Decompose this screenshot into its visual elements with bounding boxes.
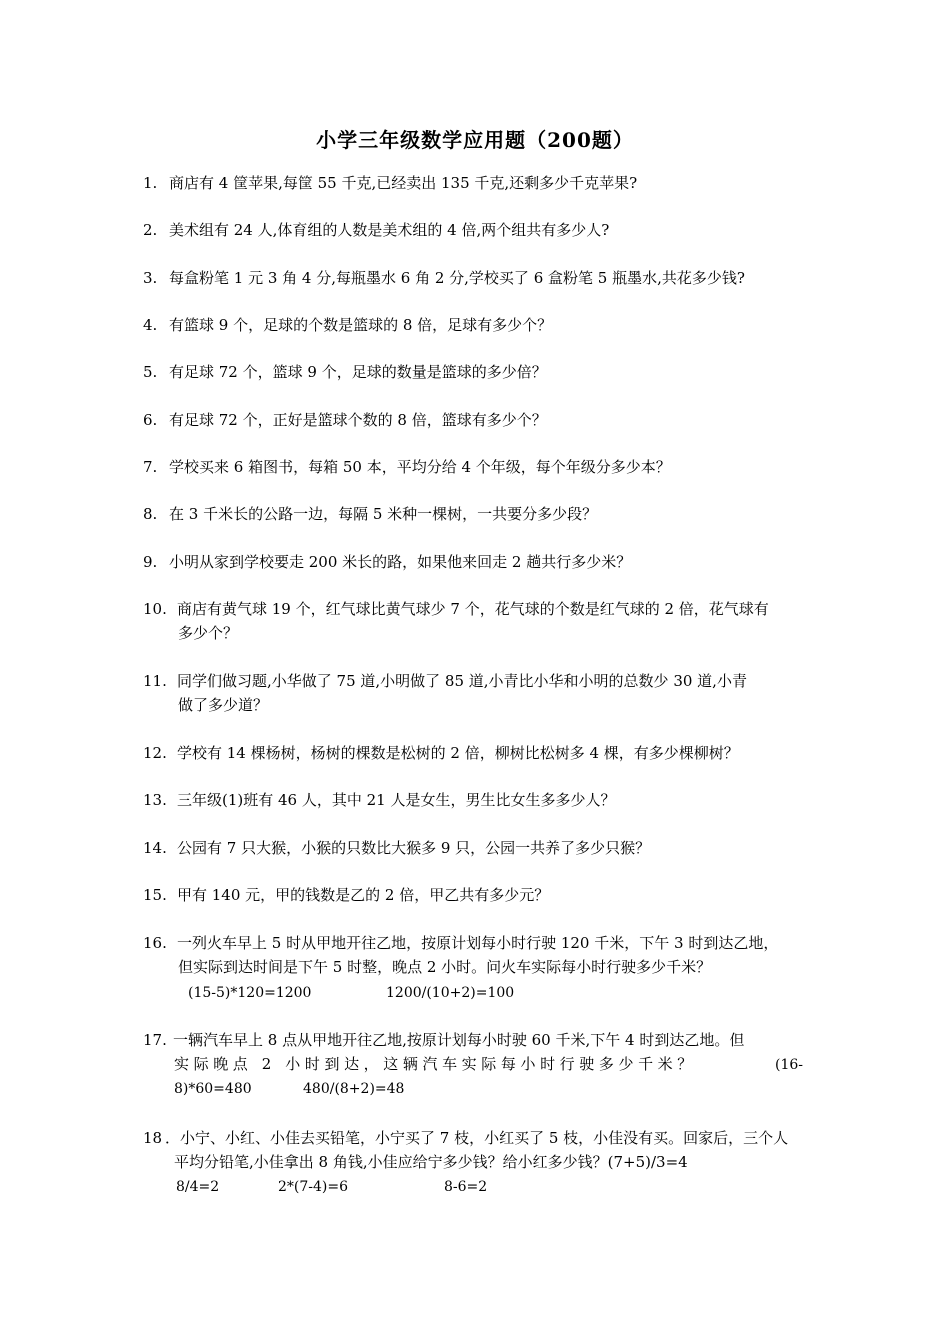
question-18-calc-3: 8-6=2 — [444, 1179, 488, 1195]
question-3: 3. 每盒粉笔 1 元 3 角 4 分,每瓶墨水 6 角 2 分,学校买了 6 盒粉笔 5 瓶墨水,共花多少钱? — [143, 269, 745, 287]
question-5: 5. 有足球 72 个，篮球 9 个，足球的数量是篮球的多少倍？ — [143, 363, 547, 381]
question-11-continuation: 做了多少道？ — [178, 696, 269, 714]
question-9: 9. 小明从家到学校要走 200 米长的路，如果他来回走 2 趟共行多少米？ — [143, 553, 632, 571]
question-18-calc-1: 8/4=2 — [176, 1179, 220, 1195]
question-2: 2. 美术组有 24 人,体育组的人数是美术组的 4 倍,两个组共有多少人? — [143, 221, 610, 239]
question-17-calc-2: 480/(8+2)=48 — [303, 1081, 405, 1097]
question-17-calc-1: 8)*60=480 — [174, 1081, 252, 1097]
question-11: 11. 同学们做习题,小华做了 75 道,小明做了 85 道,小青比小华和小明的总数少 30 道,小青 — [143, 672, 747, 690]
question-12: 12. 学校有 14 棵杨树，杨树的棵数是松树的 2 倍，柳树比松树多 4 棵，有多少棵柳树？ — [143, 744, 739, 762]
question-15: 15. 甲有 140 元，甲的钱数是乙的 2 倍，甲乙共有多少元？ — [143, 886, 550, 904]
question-17-continuation: 实际晚点 2 小时到达，这辆汽车实际每小时行驶多少千米？ — [174, 1055, 697, 1073]
question-10-continuation: 多少个？ — [178, 624, 239, 642]
question-8: 8. 在 3 千米长的公路一边，每隔 5 米种一棵树，一共要分多少段？ — [143, 505, 598, 523]
question-18-continuation: 平均分铅笔,小佳拿出 8 角钱,小佳应给宁多少钱？给小红多少钱？(7+5)/3=4 — [174, 1153, 688, 1171]
question-1: 1. 商店有 4 筐苹果,每筐 55 千克,已经卖出 135 千克,还剩多少千克苹果? — [143, 174, 638, 192]
question-4: 4. 有篮球 9 个，足球的个数是篮球的 8 倍，足球有多少个？ — [143, 316, 553, 334]
question-16-calc-2: 1200/(10+2)=100 — [386, 985, 515, 1001]
question-17: 17. 一辆汽车早上 8 点从甲地开往乙地,按原计划每小时驶 60 千米,下午 4 时到达乙地。但 — [143, 1031, 745, 1049]
question-16-calc-1: (15-5)*120=1200 — [188, 985, 312, 1001]
question-16-continuation: 但实际到达时间是下午 5 时整，晚点 2 小时。问火车实际每小时行驶多少千米？ — [178, 958, 712, 976]
question-13: 13. 三年级(1)班有 46 人，其中 21 人是女生，男生比女生多多少人？ — [143, 791, 616, 809]
question-14: 14. 公园有 7 只大猴，小猴的只数比大猴多 9 只，公园一共养了多少只猴？ — [143, 839, 651, 857]
question-6: 6. 有足球 72 个，正好是篮球个数的 8 倍，篮球有多少个？ — [143, 411, 547, 429]
question-7: 7. 学校买来 6 箱图书，每箱 50 本，平均分给 4 个年级，每个年级分多少本？ — [143, 458, 671, 476]
question-10: 10. 商店有黄气球 19 个，红气球比黄气球少 7 个，花气球的个数是红气球的 2 倍，花气球有 — [143, 600, 769, 618]
question-17-calc-start: (16- — [775, 1057, 804, 1073]
question-18-calc-2: 2*(7-4)=6 — [278, 1179, 349, 1195]
question-18: 18 ．小宁、小红、小佳去买铅笔，小宁买了 7 枝，小红买了 5 枝，小佳没有买。回家后，三个人 — [143, 1129, 789, 1147]
question-16: 16. 一列火车早上 5 时从甲地开往乙地，按原计划每小时行驶 120 千米，下午 3 时到达乙地， — [143, 934, 779, 952]
document-title: 小学三年级数学应用题（200题） — [316, 128, 634, 152]
